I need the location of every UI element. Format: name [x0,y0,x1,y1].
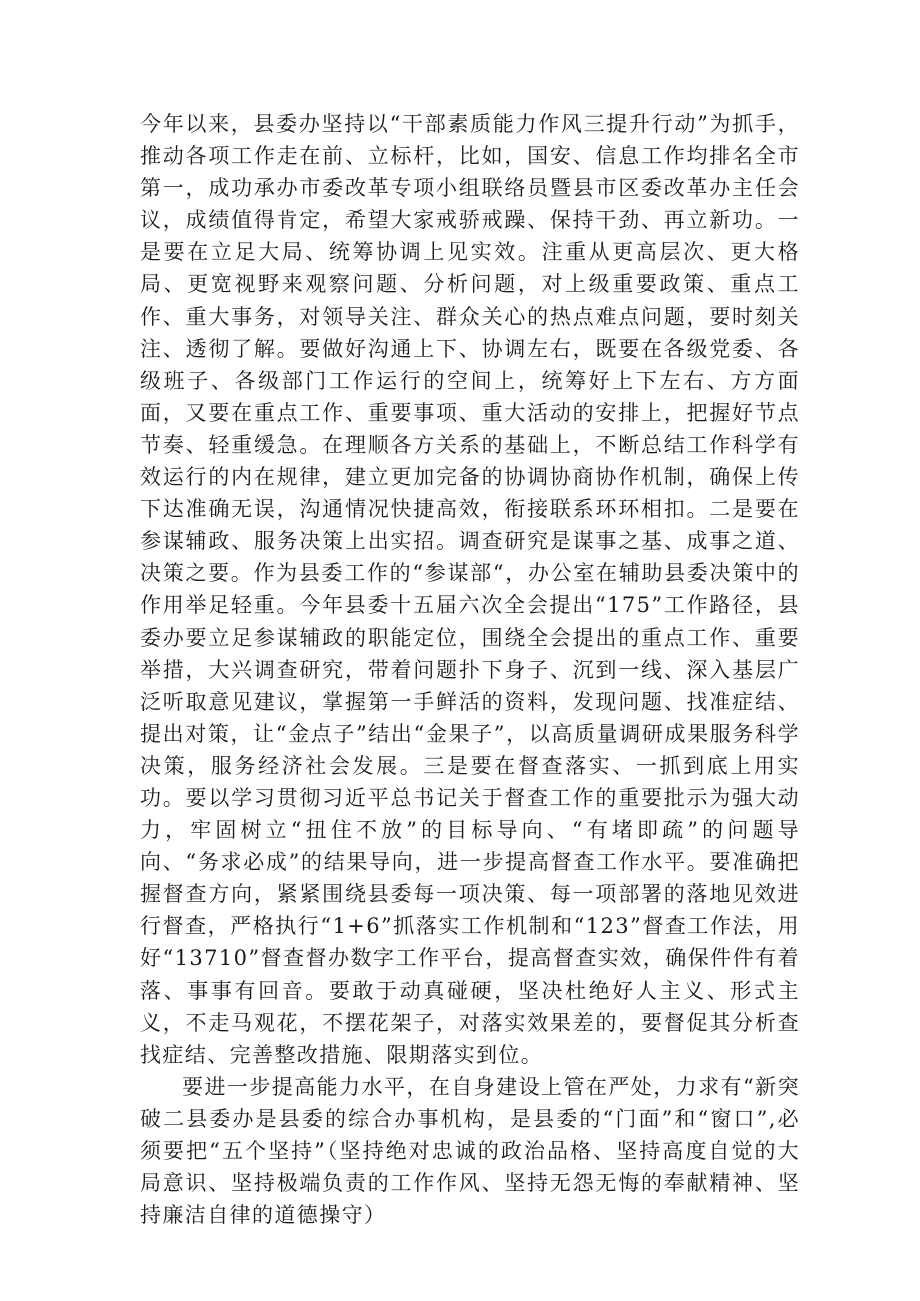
document-body [140,108,800,1231]
paragraph-2: 要进一步提高能力水平，在自身建设上管在严处，力求有“新突破二县委办是县委的综合办事机构，是县委的“门面”和“窗口”,必须要把“五个坚持”（坚持绝对忠诚的政治品格、坚持高度自觉的大局意识、坚持极端负责的工作作风、坚持无怨无悔的奉献精神、坚持廉洁自律的道德操守） [140,1074,800,1228]
paragraph-1: 今年以来，县委办坚持以“干部素质能力作风三提升行动”为抓手，推动各项工作走在前、立标杆，比如，国安、信息工作均排名全市第一，成功承办市委改革专项小组联络员暨县市区委改革办主任会议，成绩值得肯定，希望大家戒骄戒躁、保持干劲、再立新功。一是要在立足大局、统筹协调上见实效。注重从更高层次、更大格局、更宽视野来观察问题、分析问题，对上级重要政策、重点工作、重大事务，对领导关注、群众关心的热点难点问题，要时刻关注、透彻了解。要做好沟通上下、协调左右，既要在各级党委、各级班子、各级部门工作运行的空间上，统筹好上下左右、方方面面，又要在重点工作、重要事项、重大活动的安排上，把握好节点节奏、轻重缓急。在理顺各方关系的基础上，不断总结工作科学有效运行的内在规律，建立更加完备的协调协商协作机制，确保上传下达准确无误，沟通情况快捷高效，衔接联系环环相扣。二是要在参谋辅政、服务决策上出实招。调查研究是谋事之基、成事之道、决策之要。作为县委工作的“参谋部“，办公室在辅助县委决策中的作用举足轻重。今年县委十五届六次全会提出“175”工作路径，县委办要立足参谋辅政的职能定位，围绕全会提出的重点工作、重要举措，大兴调查研究，带着问题扑下身子、沉到一线、深入基层广泛听取意见建议，掌握第一手鲜活的资料，发现问题、找准症结、提出对策，让“金点子”结出“金果子”，以高质量调研成果服务科学决策，服务经济社会发展。三是要在督查落实、一抓到底上用实功。要以学习贯彻习近平总书记关于督查工作的重要批示为强大动力，牢固树立“扭住不放”的目标导向、“有堵即疏”的问题导向、“务求必成”的结果导向，进一步提高督查工作水平。要准确把握督查方向，紧紧围绕县委每一项决策、每一项部署的落地见效进行督查，严格执行“1+6”抓落实工作机制和“123”督查工作法，用好“13710”督查督办数字工作平台，提高督查实效，确保件件有着落、事事有回音。要敢于动真碰硬，坚决杜绝好人主义、形式主义，不走马观花，不摆花架子，对落实效果差的，要督促其分析查找症结、完善整改措施、限期落实到位。 [140,112,800,1067]
